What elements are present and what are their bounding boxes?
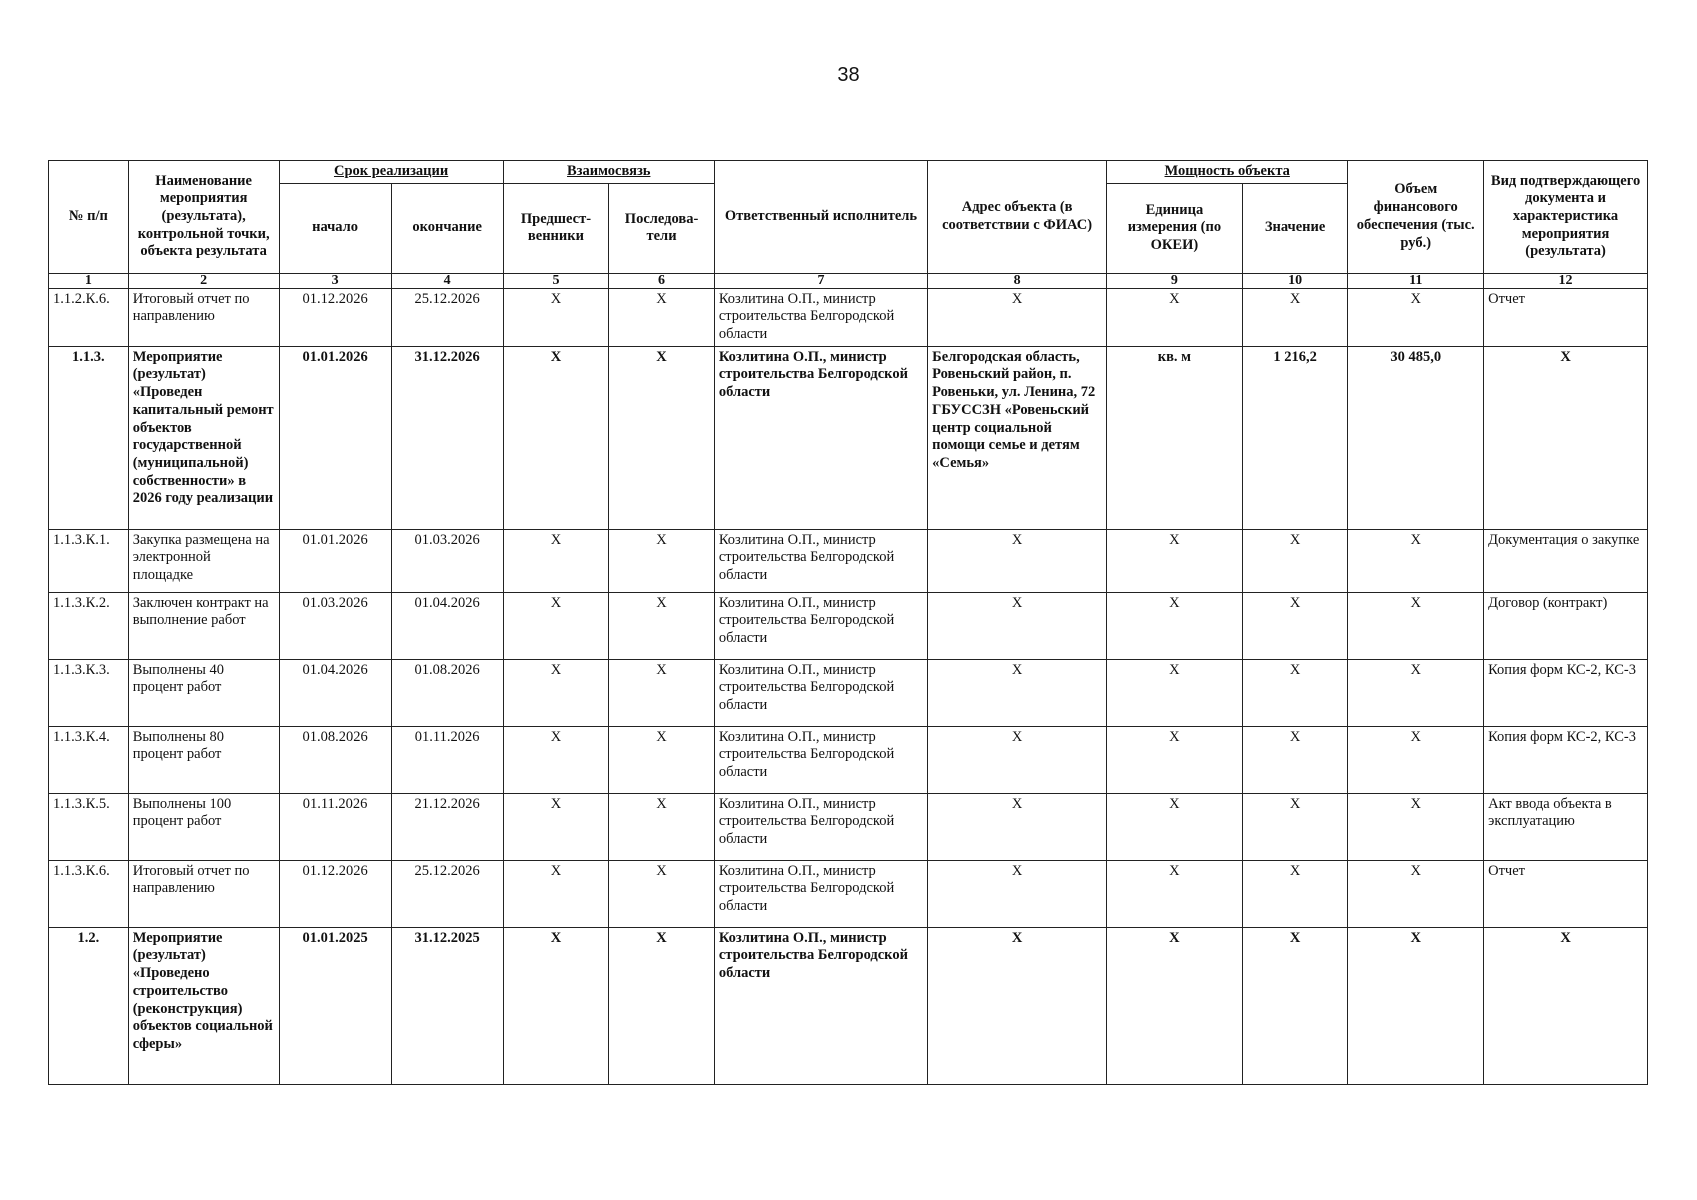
- cell-succ: X: [609, 346, 715, 529]
- col-number: 11: [1348, 273, 1484, 288]
- cell-end: 01.03.2026: [391, 529, 503, 592]
- cell-unit: X: [1107, 659, 1243, 726]
- cell-pred: X: [503, 529, 609, 592]
- cell-finance: X: [1348, 659, 1484, 726]
- cell-value: X: [1242, 860, 1348, 927]
- cell-name: Выполнены 40 процент работ: [128, 659, 279, 726]
- cell-addr: X: [928, 659, 1107, 726]
- cell-name: Мероприятие (результат) «Проведен капитальный ремонт объектов государственной (муниципальной) собственности» в 2026 году реализации: [128, 346, 279, 529]
- header-finance: Объем финансового обеспечения (тыс. руб.): [1348, 161, 1484, 274]
- cell-start: 01.12.2026: [279, 288, 391, 346]
- cell-resp: Козлитина О.П., министр строительства Белгородской области: [714, 860, 927, 927]
- cell-doc: X: [1484, 346, 1648, 529]
- cell-finance: X: [1348, 927, 1484, 1084]
- cell-finance: 30 485,0: [1348, 346, 1484, 529]
- col-number: 8: [928, 273, 1107, 288]
- cell-start: 01.01.2025: [279, 927, 391, 1084]
- cell-addr: Белгородская область, Ровеньский район, п. Ровеньки, ул. Ленина, 72 ГБУССЗН «Ровеньский центр социальной помощи семье и детям «Семья»: [928, 346, 1107, 529]
- header-value: Значение: [1242, 183, 1348, 273]
- cell-doc: Отчет: [1484, 288, 1648, 346]
- cell-pred: X: [503, 288, 609, 346]
- table-row: [49, 346, 1648, 529]
- cell-unit: X: [1107, 592, 1243, 659]
- cell-pred: X: [503, 346, 609, 529]
- cell-start: 01.11.2026: [279, 793, 391, 860]
- cell-num: 1.1.3.: [49, 346, 129, 529]
- cell-name: Итоговый отчет по направлению: [128, 288, 279, 346]
- cell-num: 1.1.2.К.6.: [49, 288, 129, 346]
- cell-addr: X: [928, 529, 1107, 592]
- cell-value: X: [1242, 288, 1348, 346]
- header-period: Срок реализации: [279, 161, 503, 184]
- cell-doc: Договор (контракт): [1484, 592, 1648, 659]
- cell-name: Итоговый отчет по направлению: [128, 860, 279, 927]
- cell-end: 31.12.2026: [391, 346, 503, 529]
- cell-end: 31.12.2025: [391, 927, 503, 1084]
- cell-num: 1.1.3.К.1.: [49, 529, 129, 592]
- col-number: 10: [1242, 273, 1348, 288]
- header-unit: Единица измерения (по ОКЕИ): [1107, 183, 1243, 273]
- header-name: Наименование мероприятия (результата), контрольной точки, объекта результата: [128, 161, 279, 274]
- cell-name: Закупка размещена на электронной площадке: [128, 529, 279, 592]
- cell-value: X: [1242, 659, 1348, 726]
- cell-pred: X: [503, 659, 609, 726]
- table-row: [49, 288, 1648, 346]
- cell-resp: Козлитина О.П., министр строительства Белгородской области: [714, 726, 927, 793]
- cell-resp: Козлитина О.П., министр строительства Белгородской области: [714, 529, 927, 592]
- cell-start: 01.12.2026: [279, 860, 391, 927]
- cell-value: X: [1242, 529, 1348, 592]
- cell-end: 01.08.2026: [391, 659, 503, 726]
- header-end: окончание: [391, 183, 503, 273]
- cell-finance: X: [1348, 860, 1484, 927]
- col-number: 12: [1484, 273, 1648, 288]
- cell-addr: X: [928, 793, 1107, 860]
- cell-succ: X: [609, 529, 715, 592]
- cell-value: X: [1242, 726, 1348, 793]
- cell-finance: X: [1348, 726, 1484, 793]
- cell-end: 25.12.2026: [391, 288, 503, 346]
- cell-addr: X: [928, 927, 1107, 1084]
- col-number: 9: [1107, 273, 1243, 288]
- cell-finance: X: [1348, 288, 1484, 346]
- cell-num: 1.2.: [49, 927, 129, 1084]
- col-number: 3: [279, 273, 391, 288]
- cell-succ: X: [609, 793, 715, 860]
- cell-value: X: [1242, 793, 1348, 860]
- header-start: начало: [279, 183, 391, 273]
- cell-value: X: [1242, 927, 1348, 1084]
- cell-start: 01.04.2026: [279, 659, 391, 726]
- cell-pred: X: [503, 726, 609, 793]
- cell-addr: X: [928, 860, 1107, 927]
- cell-succ: X: [609, 860, 715, 927]
- cell-succ: X: [609, 927, 715, 1084]
- events-table: [48, 160, 1648, 1085]
- header-succ: Последова-тели: [609, 183, 715, 273]
- cell-resp: Козлитина О.П., министр строительства Белгородской области: [714, 592, 927, 659]
- cell-doc: Копия форм КС-2, КС-3: [1484, 726, 1648, 793]
- cell-finance: X: [1348, 529, 1484, 592]
- cell-finance: X: [1348, 793, 1484, 860]
- header-addr: Адрес объекта (в соответствии с ФИАС): [928, 161, 1107, 274]
- cell-num: 1.1.3.К.4.: [49, 726, 129, 793]
- header-num: № п/п: [49, 161, 129, 274]
- col-number: 2: [128, 273, 279, 288]
- table-row: [49, 592, 1648, 659]
- table-row: [49, 860, 1648, 927]
- cell-num: 1.1.3.К.6.: [49, 860, 129, 927]
- header-pred: Предшест-венники: [503, 183, 609, 273]
- cell-resp: Козлитина О.П., министр строительства Белгородской области: [714, 346, 927, 529]
- col-number: 5: [503, 273, 609, 288]
- cell-unit: X: [1107, 529, 1243, 592]
- page-number: 38: [837, 64, 860, 86]
- table-row: [49, 726, 1648, 793]
- cell-unit: X: [1107, 793, 1243, 860]
- cell-name: Заключен контракт на выполнение работ: [128, 592, 279, 659]
- header-doc: Вид подтверждающего документа и характеристика мероприятия (результата): [1484, 161, 1648, 274]
- cell-name: Выполнены 80 процент работ: [128, 726, 279, 793]
- cell-start: 01.08.2026: [279, 726, 391, 793]
- cell-end: 21.12.2026: [391, 793, 503, 860]
- cell-succ: X: [609, 726, 715, 793]
- cell-doc: Копия форм КС-2, КС-3: [1484, 659, 1648, 726]
- cell-name: Выполнены 100 процент работ: [128, 793, 279, 860]
- col-number: 6: [609, 273, 715, 288]
- cell-unit: X: [1107, 726, 1243, 793]
- cell-resp: Козлитина О.П., министр строительства Белгородской области: [714, 793, 927, 860]
- cell-value: X: [1242, 592, 1348, 659]
- cell-num: 1.1.3.К.3.: [49, 659, 129, 726]
- col-number: 7: [714, 273, 927, 288]
- cell-unit: X: [1107, 288, 1243, 346]
- cell-start: 01.03.2026: [279, 592, 391, 659]
- cell-addr: X: [928, 726, 1107, 793]
- cell-unit: X: [1107, 927, 1243, 1084]
- cell-resp: Козлитина О.П., министр строительства Белгородской области: [714, 927, 927, 1084]
- table-row: [49, 529, 1648, 592]
- col-number: 4: [391, 273, 503, 288]
- cell-succ: X: [609, 288, 715, 346]
- cell-start: 01.01.2026: [279, 346, 391, 529]
- cell-resp: Козлитина О.П., министр строительства Белгородской области: [714, 659, 927, 726]
- table-row: [49, 927, 1648, 1084]
- header-capacity: Мощность объекта: [1107, 161, 1348, 184]
- cell-pred: X: [503, 592, 609, 659]
- cell-pred: X: [503, 927, 609, 1084]
- cell-start: 01.01.2026: [279, 529, 391, 592]
- cell-succ: X: [609, 592, 715, 659]
- table-row: [49, 793, 1648, 860]
- col-number: 1: [49, 273, 129, 288]
- cell-pred: X: [503, 860, 609, 927]
- cell-value: 1 216,2: [1242, 346, 1348, 529]
- table-row: [49, 659, 1648, 726]
- header-resp: Ответственный исполнитель: [714, 161, 927, 274]
- cell-end: 25.12.2026: [391, 860, 503, 927]
- cell-addr: X: [928, 288, 1107, 346]
- cell-finance: X: [1348, 592, 1484, 659]
- cell-doc: Акт ввода объекта в эксплуатацию: [1484, 793, 1648, 860]
- cell-succ: X: [609, 659, 715, 726]
- column-number-row: [49, 273, 1648, 288]
- cell-doc: Документация о закупке: [1484, 529, 1648, 592]
- cell-end: 01.04.2026: [391, 592, 503, 659]
- cell-unit: кв. м: [1107, 346, 1243, 529]
- header-link: Взаимосвязь: [503, 161, 714, 184]
- cell-end: 01.11.2026: [391, 726, 503, 793]
- cell-doc: X: [1484, 927, 1648, 1084]
- cell-num: 1.1.3.К.2.: [49, 592, 129, 659]
- cell-doc: Отчет: [1484, 860, 1648, 927]
- cell-unit: X: [1107, 860, 1243, 927]
- cell-name: Мероприятие (результат) «Проведено строительство (реконструкция) объектов социальной сферы»: [128, 927, 279, 1084]
- cell-addr: X: [928, 592, 1107, 659]
- cell-pred: X: [503, 793, 609, 860]
- cell-resp: Козлитина О.П., министр строительства Белгородской области: [714, 288, 927, 346]
- cell-num: 1.1.3.К.5.: [49, 793, 129, 860]
